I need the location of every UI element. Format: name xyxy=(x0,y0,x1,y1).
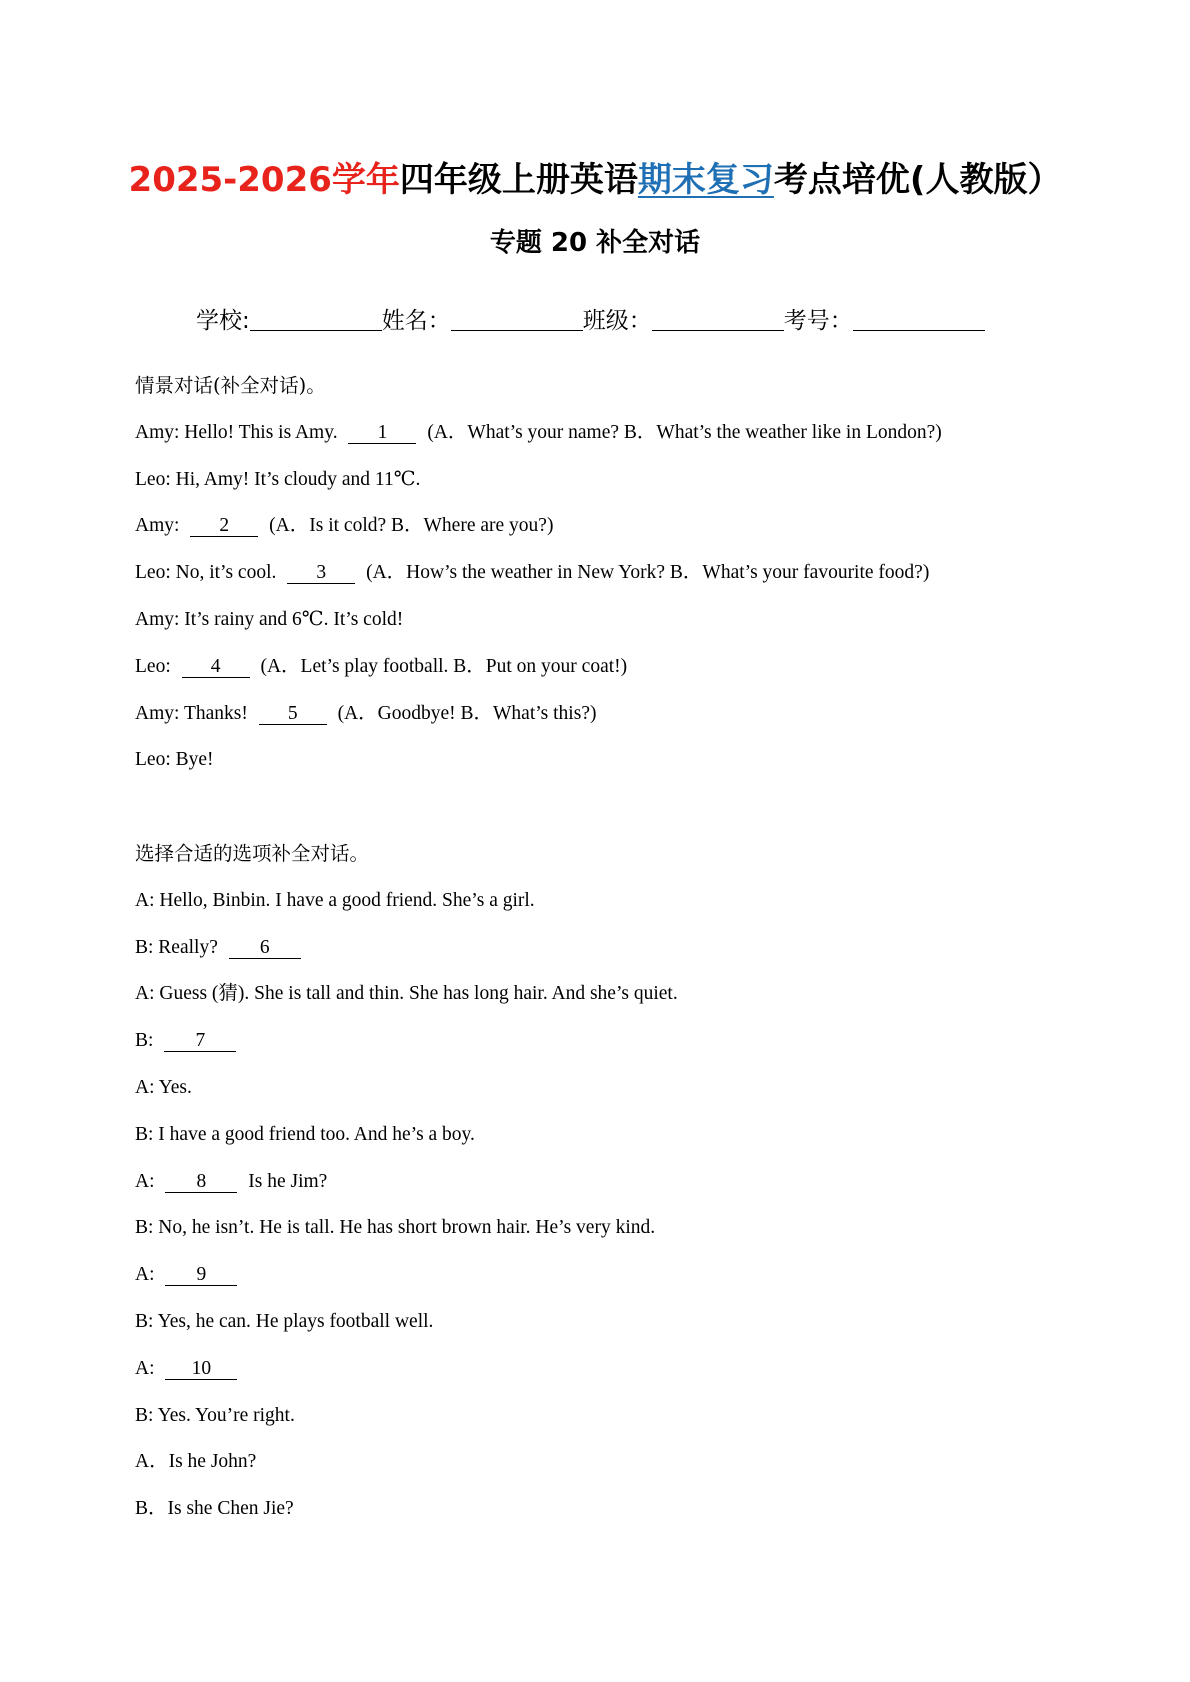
blank-number: 4 xyxy=(182,657,250,678)
title-final-review-link[interactable]: 期末复习 xyxy=(637,160,774,200)
dialogue-line xyxy=(135,1026,1135,1073)
line-options: Is he Jim? xyxy=(243,1170,328,1192)
line-text: B: No, he isn’t. He is tall. He has short brown hair. He’s very kind. xyxy=(135,1217,656,1239)
document-body xyxy=(135,371,1135,1541)
section1-intro: 情景对话(补全对话)。 xyxy=(135,374,326,397)
dialogue-line xyxy=(135,1120,1135,1167)
name-blank[interactable] xyxy=(451,308,583,331)
dialogue-line xyxy=(135,1167,1135,1214)
blank-number: 1 xyxy=(348,423,416,444)
class-label: 班级： xyxy=(582,308,652,334)
option-text: B．Is she Chen Jie? xyxy=(135,1498,294,1520)
dialogue-line xyxy=(135,558,1135,605)
dialogue-line xyxy=(135,745,1135,839)
line-text: A: xyxy=(135,1170,160,1192)
dialogue-line xyxy=(135,886,1135,933)
dialogue-line xyxy=(135,699,1135,746)
line-text: Amy: xyxy=(135,515,185,537)
line-options: (A．Let’s play football. B．Put on your coat!) xyxy=(255,655,628,677)
exam-no-blank[interactable] xyxy=(853,308,985,331)
line-options: (A．What’s your name? B．What’s the weather like in London?) xyxy=(422,421,942,443)
line-text: B: Yes. You’re right. xyxy=(135,1404,295,1426)
line-text: Leo: No, it’s cool. xyxy=(135,562,282,584)
school-label: 学校: xyxy=(196,308,250,334)
dialogue-line xyxy=(135,1213,1135,1260)
school-blank[interactable] xyxy=(250,308,382,331)
dialogue-line xyxy=(135,605,1135,652)
line-text: Leo: Bye! xyxy=(135,749,214,771)
dialogue-line xyxy=(135,1307,1135,1354)
line-text: A: Yes. xyxy=(135,1076,192,1098)
line-options: (A．How’s the weather in New York? B．What’s your favourite food?) xyxy=(361,562,930,584)
option-text: A．Is he John? xyxy=(135,1451,257,1473)
dialogue-line xyxy=(135,465,1135,512)
dialogue-line xyxy=(135,933,1135,980)
student-info-row xyxy=(196,302,985,335)
blank-number: 10 xyxy=(165,1359,237,1380)
line-text: B: Really? xyxy=(135,936,223,958)
line-text: A: Hello, Binbin. I have a good friend. She’s a girl. xyxy=(135,889,535,911)
option-line xyxy=(135,1494,1135,1541)
line-options: (A．Goodbye! B．What’s this?) xyxy=(332,702,597,724)
title-suffix: 考点培优(人教版） xyxy=(773,160,1062,200)
blank-number: 2 xyxy=(190,516,258,537)
line-text: Leo: xyxy=(135,655,176,677)
document-title xyxy=(0,152,1190,201)
blank-number: 5 xyxy=(259,704,327,725)
line-text: A: xyxy=(135,1264,160,1286)
section2-intro: 选择合适的选项补全对话。 xyxy=(135,841,370,865)
option-line xyxy=(135,1447,1135,1494)
line-text: A: Guess (猜). She is tall and thin. She has long hair. And she’s quiet. xyxy=(135,983,678,1005)
title-year: 2025-2026 xyxy=(128,160,332,200)
dialogue-line xyxy=(135,1073,1135,1120)
dialogue-line xyxy=(135,511,1135,558)
title-xuenian: 学年 xyxy=(331,160,400,200)
name-label: 姓名： xyxy=(381,308,451,334)
dialogue-line xyxy=(135,979,1135,1026)
line-text: B: I have a good friend too. And he’s a boy. xyxy=(135,1123,475,1145)
blank-number: 3 xyxy=(287,563,355,584)
class-blank[interactable] xyxy=(652,308,784,331)
title-grade-subject: 四年级上册英语 xyxy=(399,160,638,200)
blank-number: 6 xyxy=(229,938,301,959)
blank-number: 9 xyxy=(165,1265,237,1286)
dialogue-line xyxy=(135,1354,1135,1401)
line-text: Amy: Thanks! xyxy=(135,702,253,724)
dialogue-line xyxy=(135,1260,1135,1307)
line-text: B: Yes, he can. He plays football well. xyxy=(135,1310,434,1332)
dialogue-line xyxy=(135,1401,1135,1448)
exam-no-label: 考号： xyxy=(783,308,853,334)
line-text: A: xyxy=(135,1357,160,1379)
dialogue-line xyxy=(135,418,1135,465)
line-text: Amy: It’s rainy and 6℃. It’s cold! xyxy=(135,608,404,630)
line-text: Amy: Hello! This is Amy. xyxy=(135,421,343,443)
line-text: Leo: Hi, Amy! It’s cloudy and 11℃. xyxy=(135,468,421,490)
line-text: B: xyxy=(135,1030,159,1052)
blank-number: 8 xyxy=(165,1172,237,1193)
document-subtitle: 专题 20 补全对话 xyxy=(489,228,701,258)
line-options: (A．Is it cold? B．Where are you?) xyxy=(264,515,554,537)
blank-number: 7 xyxy=(164,1031,236,1052)
dialogue-line xyxy=(135,652,1135,699)
